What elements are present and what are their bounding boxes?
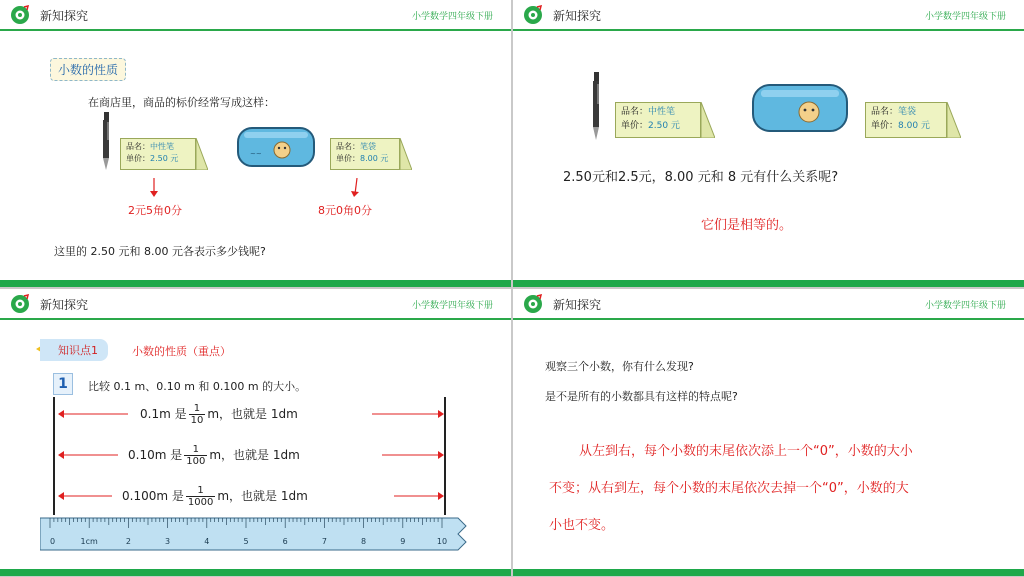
- knowledge-title: 小数的性质（重点）: [132, 345, 231, 358]
- intro-text: 在商店里，商品的标价经常写成这样：: [88, 96, 275, 109]
- question-1: 观察三个小数，你有什么发现?: [545, 360, 694, 373]
- tag-price: 8.00 元: [898, 121, 930, 131]
- tag-price-label: 单价：: [621, 121, 649, 131]
- slide-2[interactable]: [513, 0, 1024, 287]
- ruler-label: 1cm: [80, 537, 98, 546]
- footer-bar: [0, 280, 511, 287]
- answer-text: 它们是相等的。: [701, 218, 793, 233]
- fraction-denominator: 1000: [187, 497, 214, 508]
- row-tail: m，也就是 1dm: [207, 407, 298, 421]
- pen-image: [591, 72, 601, 142]
- logo-icon: [10, 294, 30, 314]
- ruler-label: 9: [400, 537, 406, 546]
- pen-image: [101, 112, 111, 172]
- footer-bar: [513, 569, 1024, 576]
- question-text: 这里的 2.50 元和 8.00 元各表示多少钱呢?: [54, 245, 266, 258]
- tag-name-label: 品名：: [871, 107, 899, 117]
- header-subtitle: 小学数学四年级下册: [924, 301, 1006, 311]
- slide-header: [0, 289, 511, 320]
- footer-bar: [0, 569, 511, 576]
- header-title: 新知探究: [40, 9, 89, 23]
- tag-name: 笔袋: [360, 142, 376, 151]
- tag-name: 笔袋: [898, 107, 917, 117]
- header-subtitle: 小学数学四年级下册: [411, 301, 493, 311]
- row-value: 0.100m 是: [122, 489, 184, 503]
- ruler-label: 6: [282, 537, 288, 546]
- question-2: 是不是所有的小数都具有这样的特点呢?: [545, 390, 738, 403]
- fraction-numerator: 1: [189, 403, 206, 415]
- arrow-left-icon: [58, 450, 120, 460]
- logo-icon: [523, 5, 543, 25]
- arrow-left-icon: [58, 491, 114, 501]
- conclusion-line: 小也不变。: [549, 518, 615, 533]
- tag-price: 2.50 元: [648, 121, 680, 131]
- compare-row: [58, 444, 443, 468]
- slide-header: [513, 289, 1024, 320]
- fraction-numerator: 1: [186, 485, 215, 497]
- tag-price: 8.00 元: [360, 154, 389, 163]
- arrow-right-icon: [382, 450, 444, 460]
- arrow-down-icon: [148, 178, 160, 198]
- answer-pen: 2元5角0分: [128, 204, 182, 217]
- arrow-right-icon: [394, 491, 444, 501]
- conclusion-line: 从左到右，每个小数的末尾依次添上一个“0”，小数的大小: [579, 444, 913, 459]
- ruler-label: 8: [361, 537, 367, 546]
- compare-row: [58, 403, 443, 427]
- footer-bar: [513, 280, 1024, 287]
- example-text: 比较 0.1 m、0.10 m 和 0.100 m 的大小。: [88, 380, 307, 393]
- section-chip: 小数的性质: [50, 58, 126, 81]
- row-tail: m，也就是 1dm: [217, 489, 308, 503]
- tag-price-label: 单价：: [336, 154, 360, 163]
- ruler-label: 10: [436, 537, 448, 546]
- header-subtitle: 小学数学四年级下册: [411, 12, 493, 22]
- ruler-image: [40, 514, 470, 554]
- tag-price-label: 单价：: [871, 121, 899, 131]
- slide-1[interactable]: [0, 0, 511, 287]
- tag-name-label: 品名：: [621, 107, 649, 117]
- ruler-label: 7: [321, 537, 327, 546]
- logo-icon: [523, 294, 543, 314]
- row-value: 0.1m 是: [140, 407, 187, 421]
- ruler-label: 5: [243, 537, 249, 546]
- slide-header: [0, 0, 511, 31]
- arrow-down-icon: [350, 178, 362, 198]
- compare-row: [58, 485, 443, 509]
- tag-name-label: 品名：: [126, 142, 150, 151]
- ruler-label: 0: [50, 537, 56, 546]
- knowledge-badge: 知识点1: [40, 339, 108, 361]
- header-title: 新知探究: [553, 298, 602, 312]
- fraction-denominator: 10: [190, 415, 204, 426]
- fraction-denominator: 100: [186, 456, 206, 467]
- row-tail: m，也就是 1dm: [209, 448, 300, 462]
- tag-name: 中性笔: [648, 107, 676, 117]
- answer-case: 8元0角0分: [318, 204, 372, 217]
- example-number: 1: [53, 373, 73, 395]
- slide-3[interactable]: [0, 289, 511, 576]
- tag-name: 中性笔: [150, 142, 174, 151]
- slide-4[interactable]: [513, 289, 1024, 576]
- header-title: 新知探究: [553, 9, 602, 23]
- conclusion-text: [549, 433, 1019, 544]
- row-value: 0.10m 是: [128, 448, 183, 462]
- arrow-right-icon: [372, 409, 444, 419]
- question-text: 2.50元和2.5元，8.00 元和 8 元有什么关系呢?: [563, 170, 839, 185]
- header-subtitle: 小学数学四年级下册: [924, 12, 1006, 22]
- logo-icon: [10, 5, 30, 25]
- fraction-numerator: 1: [184, 444, 207, 456]
- ruler-label: 3: [165, 537, 171, 546]
- pencil-case-image: [236, 124, 318, 172]
- left-bound-line: [53, 397, 55, 515]
- svg-text:~~: ~~: [250, 150, 262, 158]
- ruler-label: 2: [125, 537, 131, 546]
- conclusion-line: 不变；从右到左，每个小数的末尾依次去掉一个“0”，小数的大: [549, 481, 909, 496]
- tag-price-label: 单价：: [126, 154, 150, 163]
- arrow-left-icon: [58, 409, 130, 419]
- header-title: 新知探究: [40, 298, 89, 312]
- pencil-case-image: [751, 80, 851, 138]
- ruler-label: 4: [204, 537, 210, 546]
- right-bound-line: [444, 397, 446, 515]
- slide-header: [513, 0, 1024, 31]
- tag-name-label: 品名：: [336, 142, 360, 151]
- tag-price: 2.50 元: [150, 154, 179, 163]
